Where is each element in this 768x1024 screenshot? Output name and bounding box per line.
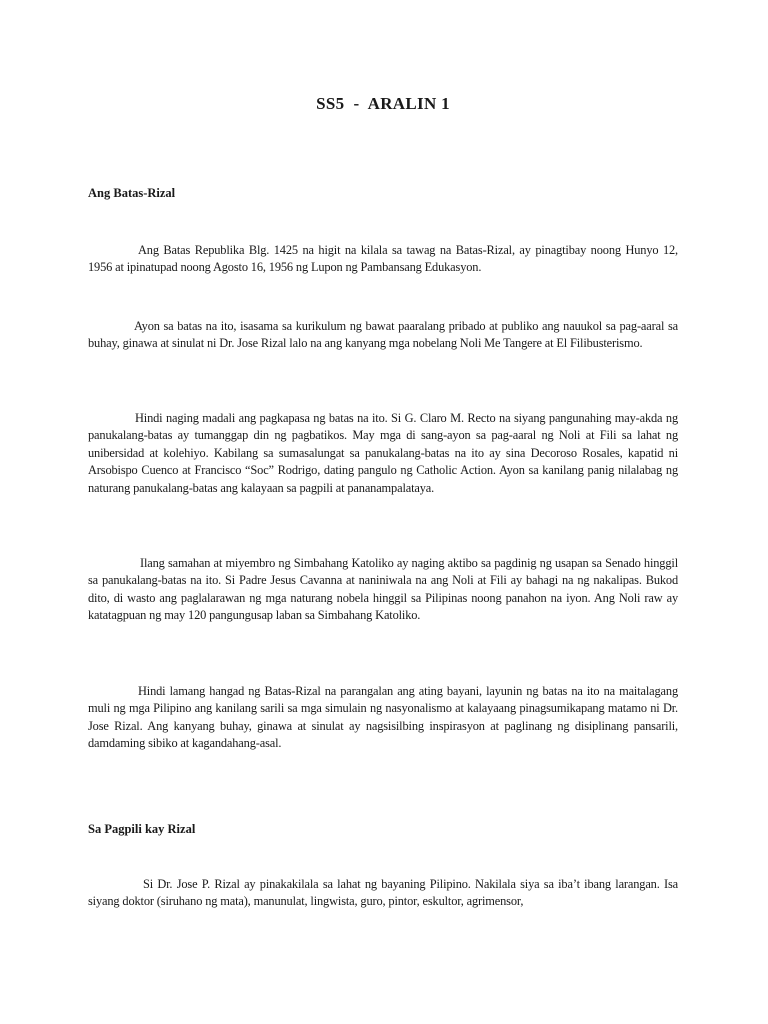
document-page <box>88 0 678 1024</box>
paragraph: Ilang samahan at miyembro ng Simbahang Katoliko ay naging aktibo sa pagdinig ng usapan sa Senado hinggil sa panukalang-batas na ito. Si Padre Jesus Cavanna at naniniwala na ang Noli at Fili ay bahagi na ng nakalipas. Bukod dito, di wasto ang paglalarawan ng mga naturang nobela hinggil sa Pilipinas noong panahon na iyon. Ang Noli raw ay katatagpuan ng may 120 pangungusap laban sa Simbahang Katoliko. <box>88 556 678 623</box>
paragraph: Hindi lamang hangad ng Batas-Rizal na parangalan ang ating bayani, layunin ng batas na ito na maitalagang muli ng mga Pilipino ang kanilang sarili sa mga simulain ng nasyonalismo at kalayaang pinagsumikapang matamo ni Dr. Jose Rizal. Ang kanyang buhay, ginawa at sinulat ay nagsisilbing inspirasyon at paglinang ng disiplinang pansarili, damdaming sibiko at kagandahang-asal. <box>88 684 678 751</box>
document-title: SS5 - ARALIN 1 <box>316 94 450 113</box>
paragraph: Ang Batas Republika Blg. 1425 na higit na kilala sa tawag na Batas-Rizal, ay pinagtibay noong Hunyo 12, 1956 at ipinatupad noong Agosto 16, 1956 ng Lupon ng Pambansang Edukasyon. <box>88 243 678 275</box>
section-heading-batas-rizal: Ang Batas-Rizal <box>88 186 176 200</box>
paragraph: Hindi naging madali ang pagkapasa ng batas na ito. Si G. Claro M. Recto na siyang pangunahing may-akda ng panukalang-batas ay tumanggap din ng pagbatikos. May mga di sang-ayon sa pag-aaral ng Noli at Fili sa lahat ng unibersidad at kolehiyo. Kabilang sa sumasalungat sa panukalang-batas na ito ay sina Decoroso Rosales, kapatid ni Arsobispo Cuenco at Francisco “Soc” Rodrigo, dating pangulo ng Catholic Action. Ayon sa kanilang panig nilalabag ng naturang panukalang-batas ang kalayaan sa pagpili at pananampalataya. <box>88 411 678 495</box>
paragraph: Si Dr. Jose P. Rizal ay pinakakilala sa lahat ng bayaning Pilipino. Nakilala siya sa iba’t ibang larangan. Isa siyang doktor (siruhano ng mata), manunulat, lingwista, guro, pintor, eskultor, agrimensor, <box>88 877 678 909</box>
paragraph: Ayon sa batas na ito, isasama sa kurikulum ng bawat paaralang pribado at publiko ang nauukol sa pag-aaral sa buhay, ginawa at sinulat ni Dr. Jose Rizal lalo na ang kanyang mga nobelang Noli Me Tangere at El Filibusterismo. <box>88 319 678 351</box>
section-heading-pagpili-kay-rizal: Sa Pagpili kay Rizal <box>88 822 196 836</box>
